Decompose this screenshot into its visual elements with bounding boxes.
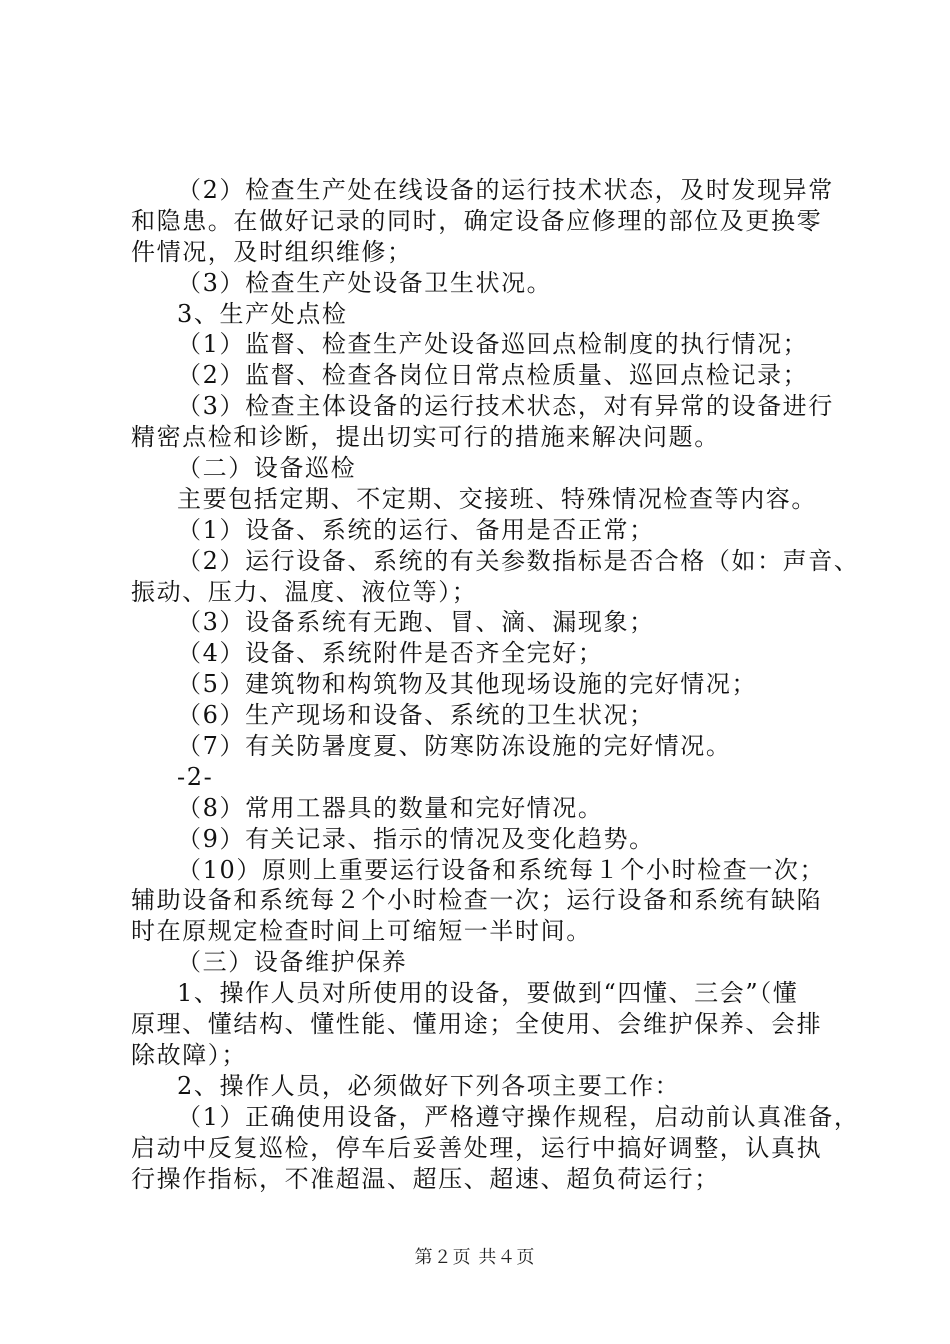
paragraph-line: （2）运行设备、系统的有关参数指标是否合格（如：声音、 [177,546,860,575]
paragraph-line: （8）常用工器具的数量和完好情况。 [177,793,604,822]
paragraph-line: 辅助设备和系统每２个小时检查一次；运行设备和系统有缺陷 [131,886,823,915]
paragraph-line: 行操作指标，不准超温、超压、超速、超负荷运行； [131,1164,720,1193]
paragraph-line: 和隐患。在做好记录的同时，确定设备应修理的部位及更换零 [131,206,823,235]
document-body [131,175,860,1194]
paragraph-line: 振动、压力、温度、液位等）； [131,577,478,606]
paragraph-line: 时在原规定检查时间上可缩短一半时间。 [131,917,592,946]
paragraph-line: （1）监督、检查生产处设备巡回点检制度的执行情况； [177,330,809,359]
inline-page-number: -2- [177,762,214,791]
paragraph-line: 原理、懂结构、懂性能、懂用途；全使用、会维护保养、会排 [131,1010,823,1039]
page-footer: 第２页 共４页 [414,1247,536,1268]
paragraph-line: （3）检查主体设备的运行技术状态，对有异常的设备进行 [177,392,834,421]
paragraph-line: 主要包括定期、不定期、交接班、特殊情况检查等内容。 [177,484,817,513]
section-heading: （三）设备维护保养 [177,948,408,977]
paragraph-line: 启动中反复巡检，停车后妥善处理，运行中搞好调整，认真执 [131,1133,823,1162]
paragraph-line: （1）设备、系统的运行、备用是否正常； [177,515,655,544]
paragraph-line: 除故障）； [131,1040,247,1069]
paragraph-line: （6）生产现场和设备、系统的卫生状况； [177,701,655,730]
paragraph-line: （4）设备、系统附件是否齐全完好； [177,639,604,668]
paragraph-line: （5）建筑物和构筑物及其他现场设施的完好情况； [177,670,758,699]
paragraph-line: （10）原则上重要运行设备和系统每１个小时检查一次； [177,855,826,884]
paragraph-line: 件情况，及时组织维修； [131,237,413,266]
paragraph-line: 2、操作人员，必须做好下列各项主要工作： [177,1071,681,1100]
paragraph-line: （1）正确使用设备，严格遵守操作规程，启动前认真准备， [177,1102,860,1131]
section-heading: （二）设备巡检 [177,454,357,483]
section-heading: 3、生产处点检 [177,299,348,328]
paragraph-line: （7）有关防暑度夏、防寒防冻设施的完好情况。 [177,732,732,761]
paragraph-line: （3）检查生产处设备卫生状况。 [177,268,553,297]
paragraph-line: （3）设备系统有无跑、冒、滴、漏现象； [177,608,655,637]
paragraph-line: （2）监督、检查各岗位日常点检质量、巡回点检记录； [177,361,809,390]
paragraph-line: （2）检查生产处在线设备的运行技术状态，及时发现异常 [177,176,834,204]
paragraph-line: （9）有关记录、指示的情况及变化趋势。 [177,824,655,853]
paragraph-line: 1、操作人员对所使用的设备，要做到“四懂、三会”（懂 [177,979,799,1008]
paragraph-line: 精密点检和诊断，提出切实可行的措施来解决问题。 [131,423,720,452]
